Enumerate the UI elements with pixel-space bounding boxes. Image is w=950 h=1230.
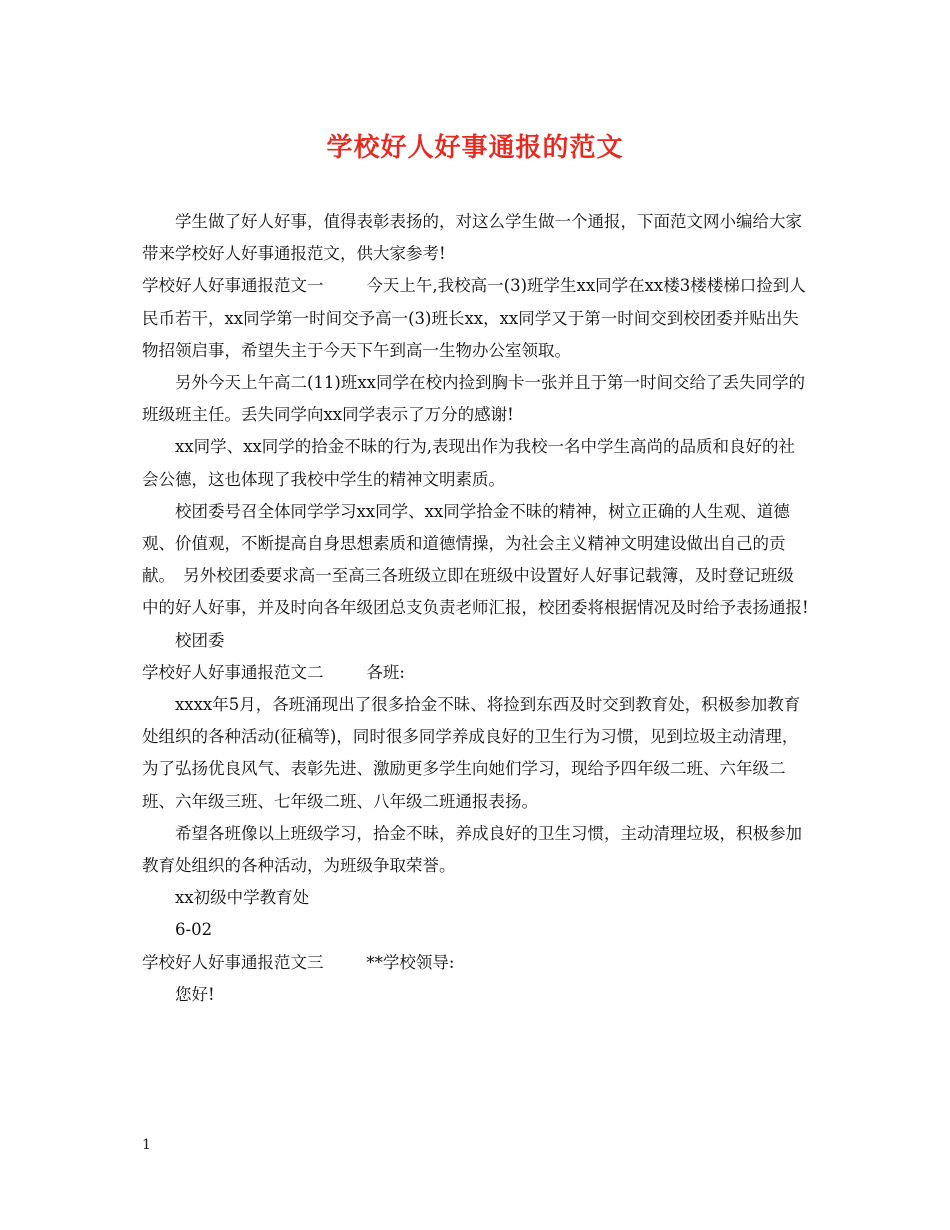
section-one-request-text: 另外校团委要求高一至高三各班级立即在班级中设置好人好事记载簿，及时登记班级中的好人好事，并及时向各年级团总支负责老师汇报，校团委将根据情况及时给予表扬通报! bbox=[142, 566, 809, 618]
section-two-paragraph: xxxx年5月，各班涌现出了很多拾金不昧、将捡到东西及时交到教育处，积极参加教育处组织的各种活动(征稿等)，同时很多同学养成良好的卫生行为习惯，见到垃圾主动清理，为了弘扬优良风气、表彰先进、激励更多学生向她们学习，现给予四年级二班、六年级二班、六年级三班、七年级二班、八年级二班通报表扬。 bbox=[142, 695, 801, 811]
section-two-date: 6-02 bbox=[175, 920, 213, 940]
section-one-paragraph: 另外今天上午高二(11)班xx同学在校内捡到胸卡一张并且于第一时间交给了丢失同学的班级班主任。丢失同学向xx同学表示了万分的感谢! bbox=[142, 373, 805, 425]
document-body bbox=[142, 206, 810, 1011]
section-two-signature: xx初级中学教育处 bbox=[175, 888, 310, 908]
section-one-first-paragraph bbox=[142, 270, 810, 367]
section-one-signature: 校团委 bbox=[175, 630, 225, 650]
section-three-heading-line bbox=[142, 947, 810, 979]
section-two-paragraph: 希望各班像以上班级学习，拾金不昧，养成良好的卫生习惯，主动清理垃圾，积极参加教育处组织的各种活动，为班级争取荣誉。 bbox=[142, 823, 802, 876]
section-one-paragraph: xx同学、xx同学的拾金不昧的行为,表现出作为我校一名中学生高尚的品质和良好的社会公德，这也体现了我校中学生的精神文明素质。 bbox=[142, 437, 795, 489]
section-one-heading: 学校好人好事通报范文一 bbox=[142, 276, 324, 296]
intro-paragraph: 学生做了好人好事，值得表彰表扬的，对这么学生做一个通报，下面范文网小编给大家带来学校好人好事通报范文，供大家参考! bbox=[142, 212, 802, 264]
section-one-call-text: 校团委号召全体同学学习xx同学、xx同学拾金不昧的精神，树立正确的人生观、道德观、价值观，不断提高自身思想素质和道德情操，为社会主义精神文明建设做出自己的贡献。 bbox=[142, 501, 790, 586]
section-one-paragraph-text: 今天上午,我校高一(3)班学生xx同学在xx楼3楼楼梯口捡到人民币若干，xx同学第一时间交予高一(3)班长xx，xx同学又于第一时间交到校团委并贴出失物招领启事，希望失主于今天下午到高一生物办公室领取。 bbox=[142, 276, 806, 360]
page-number: 1 bbox=[142, 1137, 151, 1153]
document-title: 学校好人好事通报的范文 bbox=[326, 133, 624, 163]
section-two-heading: 学校好人好事通报范文二 bbox=[142, 662, 324, 682]
section-two-salutation: 各班: bbox=[366, 662, 405, 682]
section-three-greeting: 您好! bbox=[175, 984, 215, 1004]
section-three-salutation: **学校领导: bbox=[366, 952, 455, 972]
section-three-heading: 学校好人好事通报范文三 bbox=[142, 952, 324, 972]
section-two-heading-line bbox=[142, 657, 810, 689]
section-one-call-paragraph bbox=[142, 496, 810, 625]
